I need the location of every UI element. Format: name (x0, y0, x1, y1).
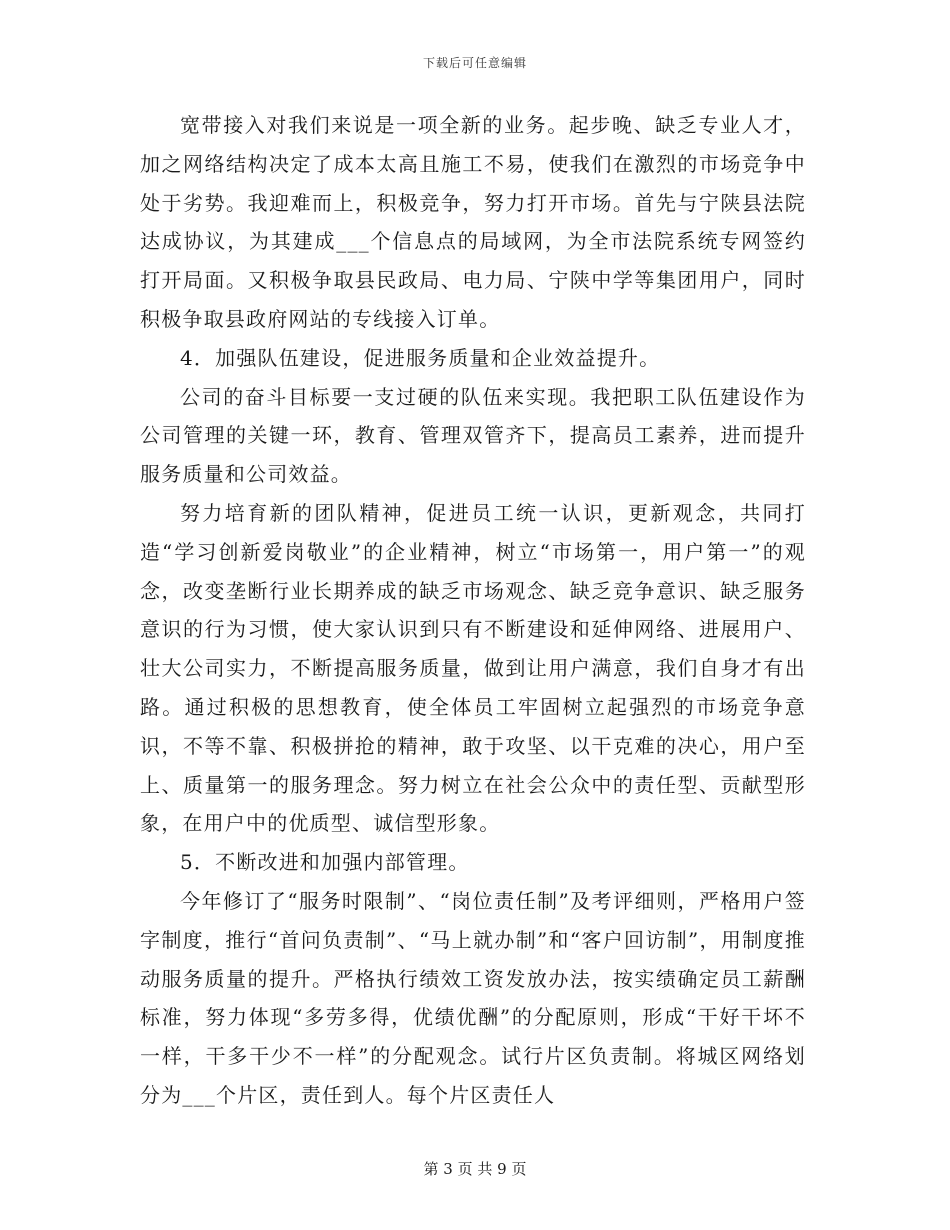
page-number: 第 3 页 共 9 页 (423, 1160, 527, 1178)
paragraph-heading-5: 5．不断改进和加强内部管理。 (180, 850, 470, 875)
header-note: 下载后可任意编辑 (422, 56, 527, 70)
paragraph-broadband: 宽带接入对我们来说是一项全新的业务。起步晚、缺乏专业人才，加之网络结构决定了成本太高且施工不易，使我们在激烈的市场竞争中处于劣势。我迎难而上，积极竞争，努力打开市场。首先与宁陕县法院达成协议，为其建成___个信息点的局域网，为全市法院系统专网签约打开局面。又积极争取县民政局、电力局、宁陕中学等集团用户，同时积极争取县政府网站的专线接入订单。 (140, 113, 806, 331)
paragraph-management: 今年修订了“服务时限制”、“岗位责任制”及考评细则，严格用户签字制度，推行“首问负责制”、“马上就办制”和“客户回访制”，用制度推动服务质量的提升。严格执行绩效工资发放办法，按实绩确定员工薪酬标准，努力体现“多劳多得，优绩优酬”的分配原则，形成“干好干坏不一样，干多干少不一样”的分配观念。试行片区负责制。将城区网络划分为___个片区，责任到人。每个片区责任人 (140, 888, 806, 1107)
paragraph-team-goal: 公司的奋斗目标要一支过硬的队伍来实现。我把职工队伍建设作为公司管理的关键一环，教育、管理双管齐下，提高员工素养，进而提升服务质量和公司效益。 (140, 384, 806, 487)
paragraph-team-spirit: 努力培育新的团队精神，促进员工统一认识，更新观念，共同打造“学习创新爱岗敬业”的企业精神，树立“市场第一，用户第一”的观念，改变垄断行业长期养成的缺乏市场观念、缺乏竞争意识、缺乏服务意识的行为习惯，使大家认识到只有不断建设和延伸网络、进展用户、壮大公司实力，不断提高服务质量，做到让用户满意，我们自身才有出路。通过积极的思想教育，使全体员工牢固树立起强烈的市场竞争意识，不等不靠、积极拼抢的精神，敢于攻坚、以干克难的决心，用户至上、质量第一的服务理念。努力树立在社会公众中的责任型、贡献型形象，在用户中的优质型、诚信型形象。 (140, 500, 806, 836)
document-body (140, 106, 806, 1115)
paragraph-heading-4: 4．加强队伍建设，促进服务质量和企业效益提升。 (180, 345, 661, 370)
